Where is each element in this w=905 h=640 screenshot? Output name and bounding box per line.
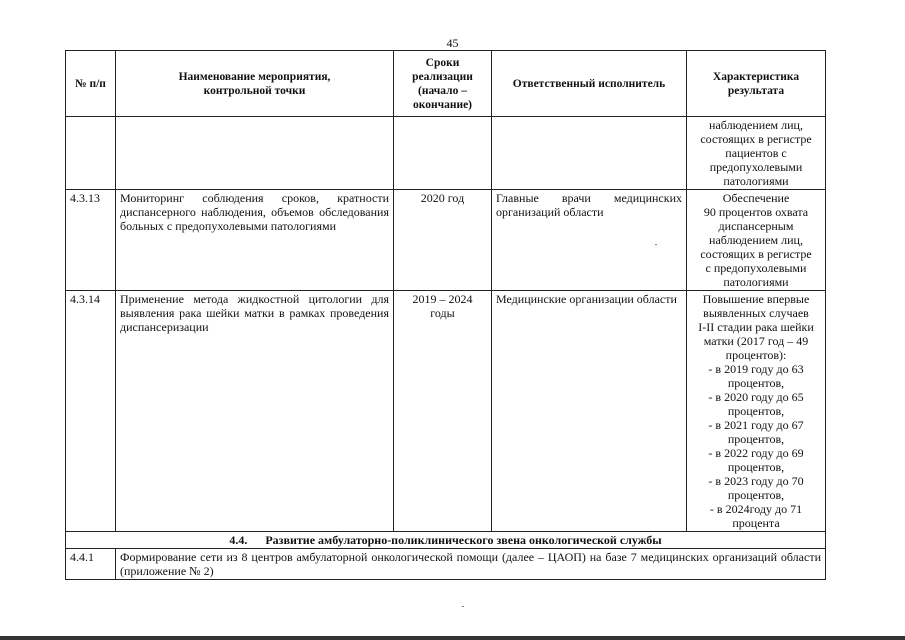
result-line: процентов,: [727, 488, 785, 502]
row-name: Применение метода жидкостной цитологии для выявления рака шейки матки в рамках проведения диспансеризации: [116, 291, 394, 532]
table-row: [66, 291, 826, 532]
table-header-row: [66, 51, 826, 117]
result-line: патологиями: [723, 275, 789, 289]
result-line: 90 процентов охвата: [703, 205, 809, 219]
row-term: 2019 – 2024 годы: [394, 291, 492, 532]
result-line: процентов,: [727, 404, 785, 418]
row-name: Мониторинг соблюдения сроков, кратности диспансерного наблюдения, объемов обследования больных с предопухолевыми патологиями: [116, 190, 394, 291]
header-executor: Ответственный исполнитель: [492, 51, 687, 117]
scan-edge: [0, 636, 905, 640]
result-line: состоящих в регистре: [700, 247, 812, 261]
row-num: 4.4.1: [66, 549, 116, 580]
row-executor: Главные врачи медицинских организаций области: [492, 190, 687, 291]
result-line: диспансерным: [718, 219, 794, 233]
header-name: Наименование мероприятия, контрольной точки: [116, 51, 394, 117]
row-num: [66, 117, 116, 190]
table-row: [66, 549, 826, 580]
result-line: - в 2021 году до 67: [708, 418, 804, 432]
result-line: матки (2017 год – 49: [703, 334, 809, 348]
result-line: наблюдением лиц,: [709, 118, 803, 132]
header-result: Характеристика результата: [687, 51, 826, 117]
result-line: состоящих в регистре: [700, 132, 812, 146]
section-row: [66, 532, 826, 549]
row-num: 4.3.14: [66, 291, 116, 532]
section-number: 4.4.: [229, 533, 248, 547]
row-name: Формирование сети из 8 центров амбулаторной онкологической помощи (далее – ЦАОП) на базе 7 медицинских организаций области (приложение № 2): [116, 549, 826, 580]
result-line: патологиями: [723, 174, 789, 188]
result-line: процентов):: [725, 348, 787, 362]
row-executor: Медицинские организации области: [492, 291, 687, 532]
result-line: - в 2019 году до 63: [708, 362, 804, 376]
result-line: наблюдением лиц,: [709, 233, 803, 247]
table-row: [66, 190, 826, 291]
result-line: процентов,: [727, 460, 785, 474]
page-number: 45: [446, 36, 459, 50]
result-line: выявленных случаев: [703, 306, 809, 320]
result-line: - в 2020 году до 65: [708, 390, 804, 404]
row-term: [394, 117, 492, 190]
row-result: [687, 291, 826, 532]
result-line: Обеспечение: [722, 191, 790, 205]
row-result: [687, 117, 826, 190]
result-line: Повышение впервые: [702, 292, 810, 306]
result-line: с предопухолевыми: [705, 261, 807, 275]
section-title: Развитие амбулаторно-поликлинического звена онкологической службы: [265, 533, 662, 547]
header-num: № п/п: [66, 51, 116, 117]
result-line: процентов,: [727, 376, 785, 390]
row-result: [687, 190, 826, 291]
result-line: предопухолевыми: [709, 160, 803, 174]
result-line: - в 2023 году до 70: [708, 474, 804, 488]
scan-speck: [655, 244, 657, 245]
row-num: 4.3.13: [66, 190, 116, 291]
row-term: 2020 год: [394, 190, 492, 291]
result-line: процента: [732, 516, 780, 530]
header-terms: Сроки реализации (начало – окончание): [394, 51, 492, 117]
result-line: процентов,: [727, 432, 785, 446]
section-heading: [66, 532, 826, 549]
table-row: [66, 117, 826, 190]
row-executor: [492, 117, 687, 190]
scan-speck: [462, 606, 464, 607]
result-line: - в 2024году до 71: [709, 502, 803, 516]
plan-table: [65, 50, 826, 580]
row-name: [116, 117, 394, 190]
result-line: - в 2022 году до 69: [708, 446, 804, 460]
result-line: пациентов с: [725, 146, 787, 160]
result-line: I-II стадии рака шейки: [698, 320, 814, 334]
